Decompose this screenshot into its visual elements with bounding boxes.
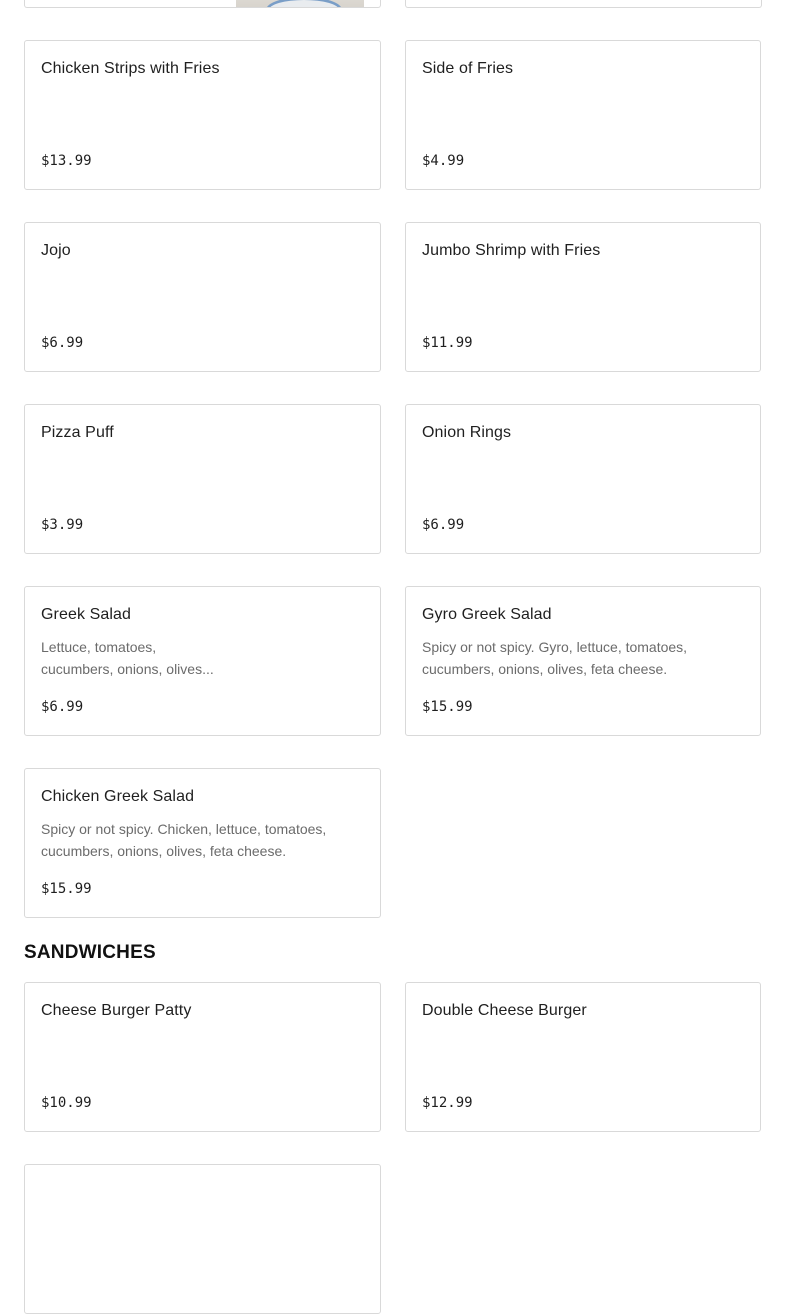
section-title-sandwiches: SANDWICHES: [24, 942, 156, 963]
menu-item-description: Spicy or not spicy. Chicken, lettuce, tomatoes, cucumbers, onions, olives, feta cheese.: [41, 821, 327, 859]
menu-item-card[interactable]: [405, 222, 761, 372]
menu-item-price: $12.99: [422, 1095, 473, 1111]
menu-item-card[interactable]: [405, 40, 761, 190]
menu-item-card[interactable]: [24, 40, 381, 190]
menu-item-price: $10.99: [41, 1095, 92, 1111]
menu-item-name: Side of Fries: [422, 60, 514, 77]
menu-item-price: $13.99: [41, 153, 92, 169]
menu-item-card[interactable]: [24, 586, 381, 736]
menu-item-name: Double Cheese Burger: [422, 1002, 587, 1019]
menu-item-name: Greek Salad: [41, 606, 132, 623]
menu-item-price: $4.99: [422, 153, 465, 169]
menu-item-card[interactable]: [24, 768, 381, 918]
menu-item-card[interactable]: [24, 982, 381, 1132]
plate-graphic: [266, 0, 342, 8]
menu-item-price: $6.99: [41, 699, 84, 715]
menu-item-price: $6.99: [41, 335, 84, 351]
menu-item-description: Lettuce, tomatoes, cucumbers, onions, olives...: [41, 639, 214, 677]
menu-item-name: Gyro Greek Salad: [422, 606, 552, 623]
menu-item-name: Chicken Strips with Fries: [41, 60, 220, 77]
menu-item-price: $3.99: [41, 517, 84, 533]
menu-item-name: Jojo: [41, 242, 71, 259]
menu-item-name: Chicken Greek Salad: [41, 788, 195, 805]
menu-item-card-partial[interactable]: [24, 0, 381, 8]
menu-item-image: [236, 0, 364, 7]
menu-item-price: $11.99: [422, 335, 473, 351]
menu-item-name: Onion Rings: [422, 424, 512, 441]
menu-item-card[interactable]: [24, 222, 381, 372]
menu-item-card-partial[interactable]: [24, 1164, 381, 1314]
menu-item-name: Cheese Burger Patty: [41, 1002, 192, 1019]
menu-item-card[interactable]: [405, 404, 761, 554]
menu-item-price: $6.99: [422, 517, 465, 533]
menu-item-card-partial[interactable]: [405, 0, 762, 8]
menu-item-description: Spicy or not spicy. Gyro, lettuce, tomatoes, cucumbers, onions, olives, feta cheese.: [422, 639, 688, 677]
menu-item-name: Pizza Puff: [41, 424, 114, 441]
menu-item-card[interactable]: [24, 404, 381, 554]
menu-item-card[interactable]: [405, 586, 761, 736]
menu-item-card[interactable]: [405, 982, 761, 1132]
menu-item-price: $15.99: [41, 881, 92, 897]
menu-item-price: $15.99: [422, 699, 473, 715]
menu-item-name: Jumbo Shrimp with Fries: [422, 242, 601, 259]
